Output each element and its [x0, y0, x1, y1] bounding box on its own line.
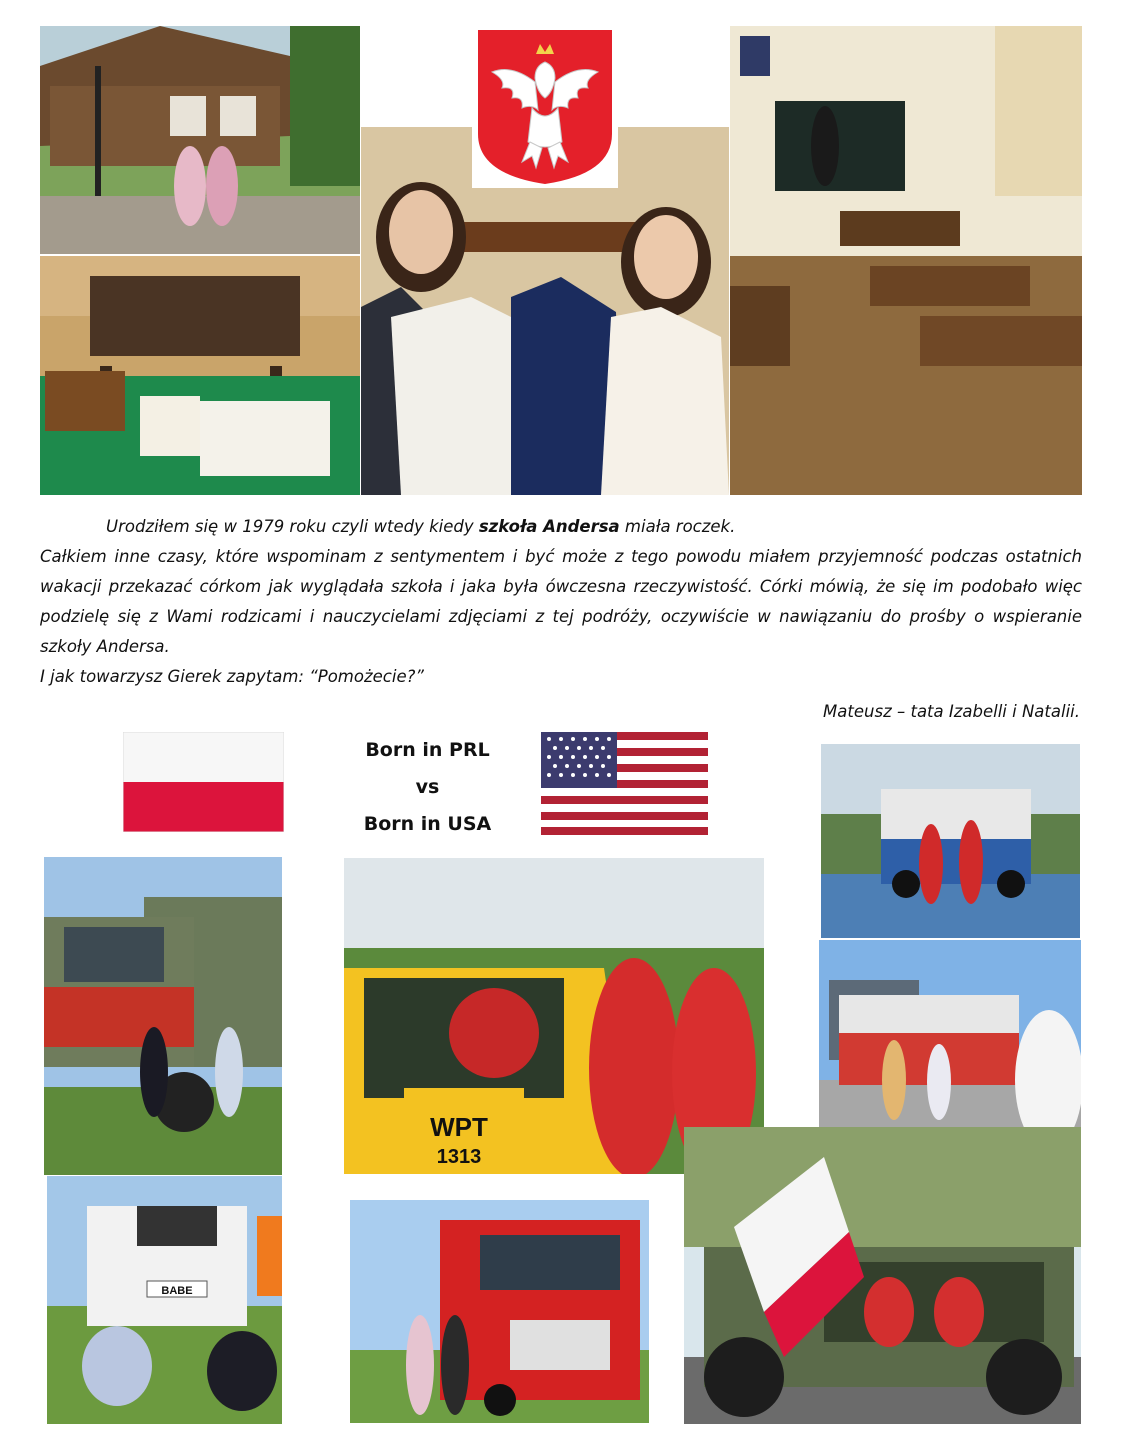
- photo-wooden-house: [40, 26, 360, 254]
- photo-fiat-126: [47, 1176, 282, 1424]
- closing-text: I jak towarzysz Gierek zapytam: “Pomożecie?”: [40, 667, 424, 686]
- heading-line-prl: Born in PRL: [365, 739, 490, 761]
- story-paragraph: [40, 512, 1082, 692]
- photo-blue-van: [821, 744, 1080, 938]
- heading-line-vs: vs: [415, 776, 440, 798]
- plate-label: BABE: [161, 1285, 193, 1297]
- taxi-sign-label: WPT: [430, 1112, 488, 1142]
- school-name: szkoła Andersa: [478, 517, 620, 536]
- photo-school-desk-abacus: [40, 256, 360, 495]
- intro-text: Urodziłem się w 1979 roku czyli wtedy kiedy: [106, 517, 479, 536]
- photo-fire-truck: [350, 1200, 649, 1423]
- born-heading: [345, 732, 510, 843]
- photo-polish-eagle-emblem: [472, 24, 618, 188]
- photo-red-bus: [819, 940, 1081, 1127]
- photo-military-truck: [44, 857, 282, 1175]
- heading-line-usa: Born in USA: [363, 813, 492, 835]
- usa-flag-icon: [541, 732, 708, 835]
- poland-flag-icon: [123, 732, 284, 832]
- photo-army-vehicle-flag: [684, 1127, 1081, 1424]
- signature: Mateusz – tata Izabelli i Natalii.: [823, 702, 1080, 721]
- intro-text-end: miała roczek.: [619, 517, 736, 536]
- body-text: Całkiem inne czasy, które wspominam z sentymentem i być może z tego powodu miałem przyjemność podczas ostatnich wakacji przekazać córkom jak wyglądała szkoła i jaka była ówczesna rzeczywistość. Córki mówią, że się im podobało więc podzielę się z Wami rodzicami i nauczycielami zdjęciami z tej podróży, oczywiście w nawiązaniu do prośby o wspieranie szkoły Andersa.: [40, 547, 1082, 656]
- taxi-number-label: 1313: [436, 1146, 482, 1168]
- photo-classroom: [730, 26, 1082, 495]
